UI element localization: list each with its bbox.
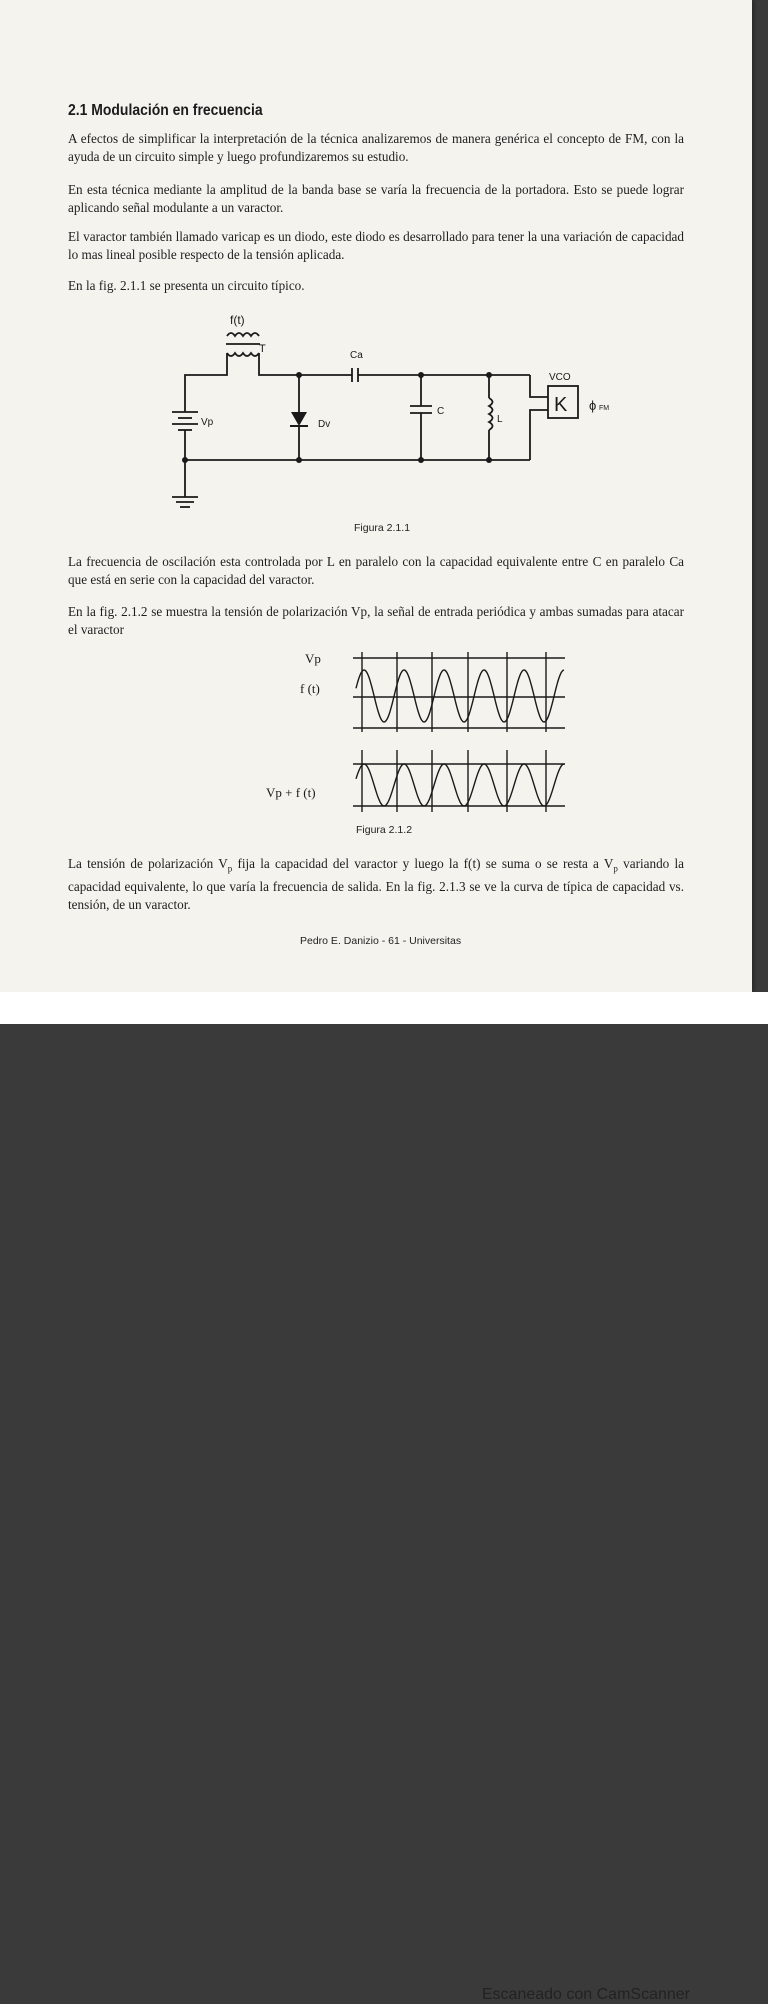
paragraph-figure-ref: En la fig. 2.1.1 se presenta un circuito típico. <box>68 278 305 293</box>
paragraph-bias-capacity: La tensión de polarización $V_p$ fija la capacidad del varactor y luego la f(t) se suma o se resta a $V_p$ variando la capacidad equivalente, lo que varía la frecuencia de salida. En la fig. 2.1.3 se ve la curva de típica de capacidad vs. tensión, de un varactor. <box>68 856 684 912</box>
figure-2-caption: Figura 2.1.2 <box>356 824 413 836</box>
wave-label-vp: Vp <box>305 651 321 666</box>
section-heading: 2.1 Modulación en frecuencia <box>68 102 263 119</box>
wave-label-sum: Vp + f (t) <box>266 785 316 800</box>
paragraph-varactor: El varactor también llamado varicap es un diodo, este diodo es desarrollado para tener la una variación de capacidad lo mas lineal posible respecto de la tensión aplicada. <box>68 229 684 262</box>
paragraph-oscillation: La frecuencia de oscilación esta controlada por L en paralelo con la capacidad equivalente entre C en paralelo Ca que está en serie con la capacidad del varactor. <box>68 554 684 587</box>
label-ft: f(t) <box>230 313 245 327</box>
document-page <box>0 0 752 992</box>
paragraph-technique: En esta técnica mediante la amplitud de la banda base se varía la frecuencia de la portadora. Esto se puede lograr aplicando señal modulante a un varactor. <box>68 182 684 215</box>
label-vp: Vp <box>201 417 214 428</box>
scanner-watermark: Escaneado con CamScanner <box>481 1986 690 2003</box>
paragraph-polarization: En la fig. 2.1.2 se muestra la tensión de polarización Vp, la señal de entrada periódica y ambas sumadas para atacar el varactor <box>68 604 684 637</box>
waveform-diagram <box>250 640 580 825</box>
page-footer: Pedro E. Danizio - 61 - Universitas <box>300 935 462 947</box>
scanner-watermark-bar <box>0 992 768 2003</box>
label-fm: FM <box>599 405 610 412</box>
label-ca: Ca <box>350 350 363 361</box>
sine-wave-ft <box>356 670 564 722</box>
wave-label-ft: f (t) <box>300 681 320 696</box>
label-k: K <box>554 394 568 416</box>
paragraph-intro: A efectos de simplificar la interpretación de la técnica analizaremos de manera genérica el concepto de FM, con la ayuda de un circuito simple y luego profundizaremos su estudio. <box>68 131 684 164</box>
label-dv: Dv <box>318 419 331 430</box>
label-transformer: T <box>259 343 266 355</box>
label-vco: VCO <box>549 372 571 383</box>
label-phi: ϕ <box>589 398 597 413</box>
sine-wave-sum <box>356 764 564 806</box>
figure-1-caption: Figura 2.1.1 <box>354 522 411 534</box>
label-l: L <box>497 414 503 425</box>
label-c: C <box>437 406 445 417</box>
circuit-diagram <box>150 310 630 520</box>
